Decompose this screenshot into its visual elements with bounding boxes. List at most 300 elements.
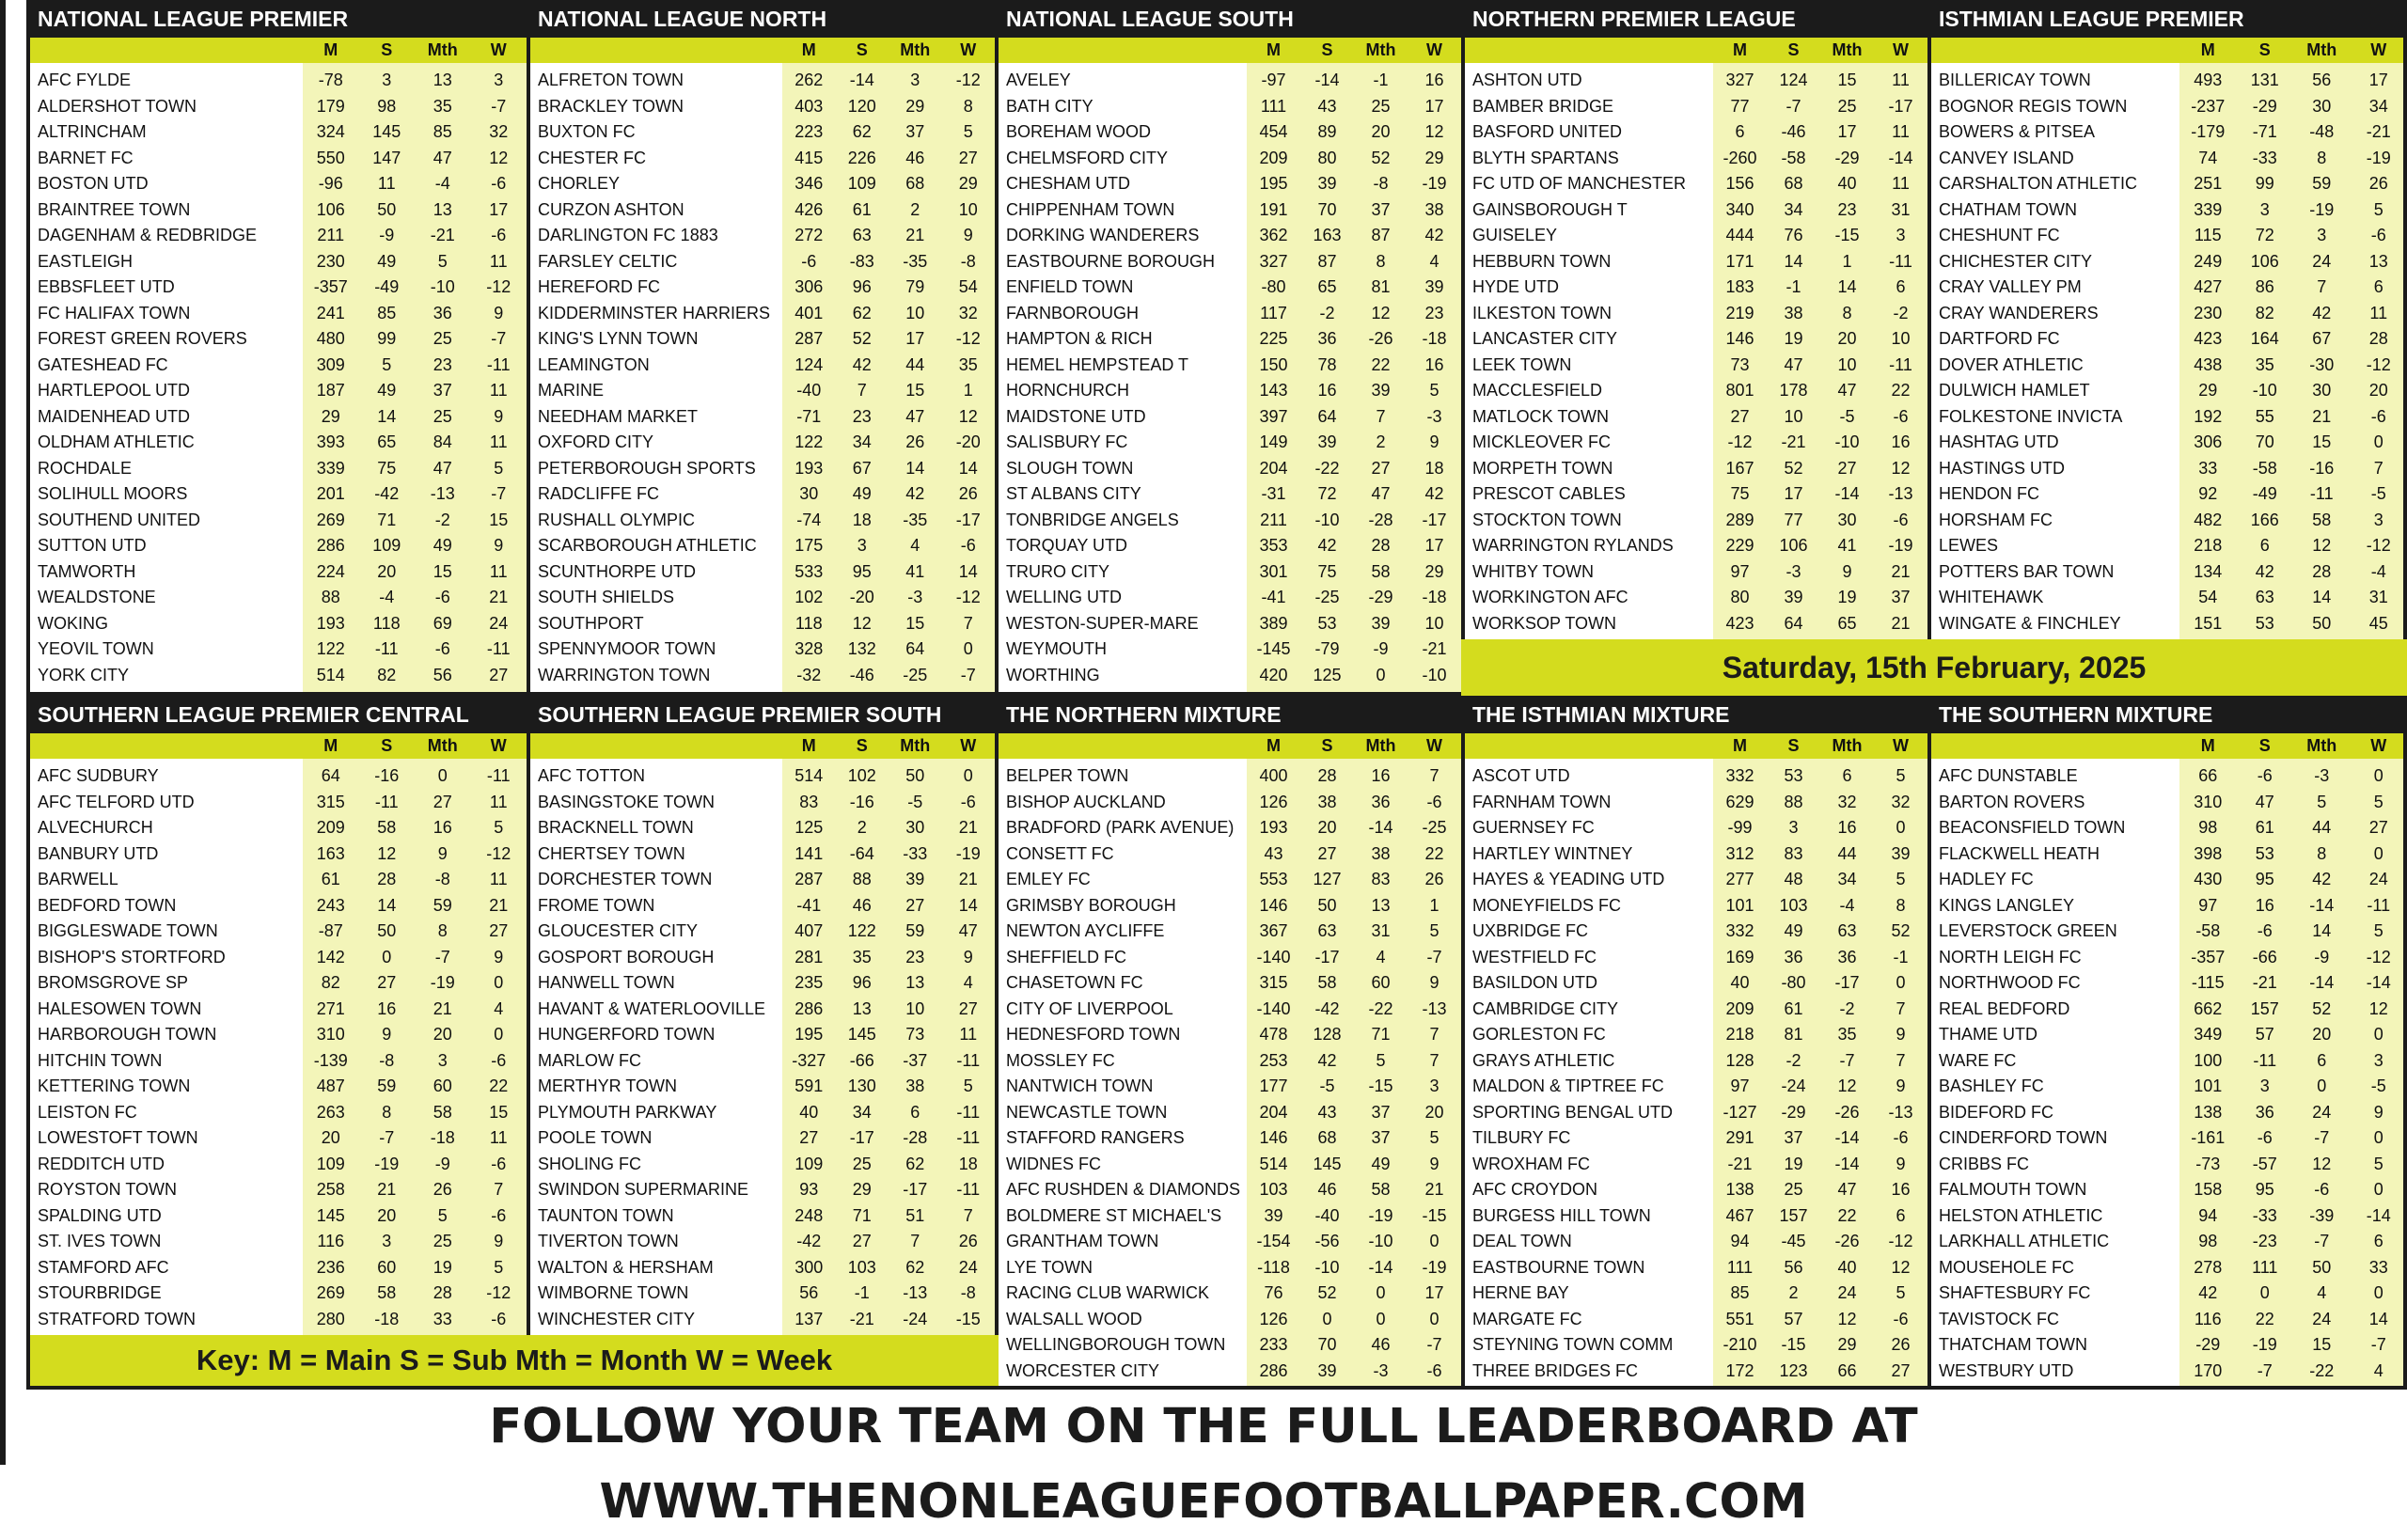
column-header-row [530, 38, 995, 63]
week-score: 15 [471, 1100, 527, 1126]
sub-score: 53 [2237, 611, 2294, 637]
month-score: -14 [1820, 1152, 1874, 1178]
team-name: PRESCOT CABLES [1472, 481, 1626, 508]
week-score: -10 [1408, 663, 1461, 689]
column-header-m: M [1713, 38, 1767, 63]
team-row [30, 1152, 527, 1178]
team-name: MOSSLEY FC [1006, 1048, 1115, 1075]
main-score: 230 [2179, 301, 2237, 327]
team-row [530, 378, 995, 404]
week-score: 24 [2351, 867, 2407, 893]
team-name: BURGESS HILL TOWN [1472, 1203, 1651, 1230]
sub-score: 21 [359, 1177, 416, 1203]
team-name: SCUNTHORPE UTD [538, 559, 696, 586]
team-name: SPENNYMOOR TOWN [538, 636, 716, 663]
main-score: 397 [1247, 404, 1300, 431]
league-panel-southern-league-premier-south [530, 696, 995, 1388]
league-panel-the-northern-mixture [999, 696, 1461, 1388]
team-name: FARNHAM TOWN [1472, 790, 1611, 816]
week-score: 9 [1408, 970, 1461, 997]
week-score: -7 [471, 326, 527, 353]
month-score: 42 [2293, 301, 2351, 327]
main-score: 142 [303, 945, 359, 971]
week-score: -6 [471, 1203, 527, 1230]
month-score: 23 [889, 945, 942, 971]
main-score: 312 [1713, 841, 1767, 868]
team-row [999, 378, 1461, 404]
month-score: 29 [1820, 1332, 1874, 1359]
team-name: LEVERSTOCK GREEN [1939, 919, 2117, 945]
main-score: 74 [2179, 146, 2237, 172]
main-score: -140 [1247, 997, 1300, 1023]
team-row [530, 1152, 995, 1178]
sub-score: -6 [2237, 919, 2294, 945]
month-score: 26 [889, 430, 942, 456]
month-score: 12 [1820, 1074, 1874, 1100]
team-row [1931, 763, 2407, 790]
week-score: 26 [942, 1229, 996, 1255]
week-score: 29 [942, 171, 996, 197]
team-row [30, 841, 527, 868]
team-row [1465, 249, 1927, 275]
team-name: PETERBOROUGH SPORTS [538, 456, 756, 482]
main-score: 27 [782, 1125, 836, 1152]
team-row [1931, 997, 2407, 1023]
column-header-w: W [2351, 733, 2407, 759]
column-header-m: M [1713, 733, 1767, 759]
week-score: 21 [942, 867, 996, 893]
sub-score: -16 [836, 790, 889, 816]
week-score: -20 [942, 430, 996, 456]
team-row [530, 430, 995, 456]
sub-score: -80 [1767, 970, 1820, 997]
sub-score: -58 [2237, 456, 2294, 482]
sub-score: 2 [836, 815, 889, 841]
month-score: 81 [1354, 275, 1408, 301]
main-score: 158 [2179, 1177, 2237, 1203]
team-name: SALISBURY FC [1006, 430, 1127, 456]
main-score: 269 [303, 508, 359, 534]
month-score: -22 [2293, 1359, 2351, 1385]
sub-score: 106 [2237, 249, 2294, 275]
team-row [1931, 559, 2407, 586]
team-row [999, 197, 1461, 224]
main-score: -145 [1247, 636, 1300, 663]
week-score: 7 [1408, 1048, 1461, 1075]
sub-score: -15 [1767, 1332, 1820, 1359]
team-row [999, 867, 1461, 893]
week-score: 31 [2351, 585, 2407, 611]
sub-score: 99 [2237, 171, 2294, 197]
main-score: 328 [782, 636, 836, 663]
main-score: 415 [782, 146, 836, 172]
main-score: 101 [2179, 1074, 2237, 1100]
week-score: 9 [1874, 1074, 1927, 1100]
month-score: 26 [415, 1177, 471, 1203]
sub-score: 58 [1300, 970, 1354, 997]
month-score: 6 [889, 1100, 942, 1126]
week-score: 9 [942, 945, 996, 971]
team-name: EMLEY FC [1006, 867, 1091, 893]
sub-score: -24 [1767, 1074, 1820, 1100]
week-score: 11 [471, 559, 527, 586]
main-score: 177 [1247, 1074, 1300, 1100]
team-row [1931, 223, 2407, 249]
team-name: AFC TOTTON [538, 763, 645, 790]
sub-score: -25 [1300, 585, 1354, 611]
sub-score: 47 [2237, 790, 2294, 816]
main-score: 327 [1713, 68, 1767, 94]
week-score: 9 [471, 1229, 527, 1255]
team-name: MARGATE FC [1472, 1307, 1582, 1333]
week-score: 7 [1874, 997, 1927, 1023]
week-score: 9 [471, 301, 527, 327]
month-score: 20 [1820, 326, 1874, 353]
main-score: 77 [1713, 94, 1767, 120]
week-score: 11 [471, 378, 527, 404]
team-name: PLYMOUTH PARKWAY [538, 1100, 716, 1126]
team-name: FOREST GREEN ROVERS [38, 326, 247, 353]
team-list [30, 763, 527, 1332]
team-row [999, 919, 1461, 945]
team-row [999, 1100, 1461, 1126]
main-score: 43 [1247, 841, 1300, 868]
column-header-w: W [1874, 38, 1927, 63]
team-name: TILBURY FC [1472, 1125, 1570, 1152]
month-score: 16 [415, 815, 471, 841]
team-row [530, 945, 995, 971]
sub-score: 59 [359, 1074, 416, 1100]
main-score: 118 [782, 611, 836, 637]
week-score: -4 [2351, 559, 2407, 586]
main-score: 187 [303, 378, 359, 404]
team-row [1931, 970, 2407, 997]
team-name: HORNCHURCH [1006, 378, 1129, 404]
main-score: 106 [303, 197, 359, 224]
month-score: -11 [2293, 481, 2351, 508]
team-name: AFC SUDBURY [38, 763, 159, 790]
team-name: WOKING [38, 611, 108, 637]
team-name: TIVERTON TOWN [538, 1229, 679, 1255]
month-score: 24 [2293, 249, 2351, 275]
team-row [30, 997, 527, 1023]
main-score: 218 [1713, 1022, 1767, 1048]
team-row [530, 1229, 995, 1255]
main-score: -31 [1247, 481, 1300, 508]
team-row [1465, 430, 1927, 456]
month-score: 41 [889, 559, 942, 586]
week-score: 5 [1408, 919, 1461, 945]
team-row [30, 1125, 527, 1152]
team-name: LEEK TOWN [1472, 353, 1571, 379]
main-score: 146 [1247, 1125, 1300, 1152]
week-score: 5 [2351, 790, 2407, 816]
week-score: 9 [471, 533, 527, 559]
team-row [999, 636, 1461, 663]
sub-score: 83 [1767, 841, 1820, 868]
week-score: 11 [471, 867, 527, 893]
main-score: 514 [303, 663, 359, 689]
month-score: -21 [415, 223, 471, 249]
team-name: OXFORD CITY [538, 430, 653, 456]
team-name: BASHLEY FC [1939, 1074, 2044, 1100]
sub-score: 28 [1300, 763, 1354, 790]
week-score: 27 [942, 146, 996, 172]
team-name: BIDEFORD FC [1939, 1100, 2053, 1126]
week-score: 3 [1408, 1074, 1461, 1100]
month-score: -7 [2293, 1229, 2351, 1255]
sub-score: -17 [836, 1125, 889, 1152]
main-score: 277 [1713, 867, 1767, 893]
sub-score: 36 [1300, 326, 1354, 353]
week-score: -6 [2351, 223, 2407, 249]
month-score: 15 [415, 559, 471, 586]
team-row [999, 326, 1461, 353]
sub-score: 6 [2237, 533, 2294, 559]
week-score: -14 [2351, 1203, 2407, 1230]
main-score: 169 [1713, 945, 1767, 971]
month-score: -1 [1354, 68, 1408, 94]
team-name: LANCASTER CITY [1472, 326, 1617, 353]
team-name: HEREFORD FC [538, 275, 660, 301]
main-score: 286 [1247, 1359, 1300, 1385]
week-score: 33 [2351, 1255, 2407, 1281]
team-name: TONBRIDGE ANGELS [1006, 508, 1179, 534]
sub-score: -6 [2237, 1125, 2294, 1152]
team-name: WESTON-SUPER-MARE [1006, 611, 1199, 637]
month-score: -28 [1354, 508, 1408, 534]
team-row [999, 301, 1461, 327]
month-score: -14 [1354, 1255, 1408, 1281]
month-score: 12 [2293, 533, 2351, 559]
team-row [1931, 1125, 2407, 1152]
team-row [1465, 378, 1927, 404]
month-score: -2 [1820, 997, 1874, 1023]
main-score: 493 [2179, 68, 2237, 94]
sub-score: 62 [836, 301, 889, 327]
date-banner: Saturday, 15th February, 2025 [1461, 639, 2407, 696]
team-row [30, 663, 527, 689]
team-name: AVELEY [1006, 68, 1071, 94]
week-score: 6 [1874, 1203, 1927, 1230]
sub-score: 226 [836, 146, 889, 172]
team-row [530, 636, 995, 663]
week-score: -11 [942, 1100, 996, 1126]
month-score: 27 [889, 893, 942, 919]
team-row [999, 970, 1461, 997]
sub-score: 35 [2237, 353, 2294, 379]
sub-score: -14 [836, 68, 889, 94]
team-name: NORTHWOOD FC [1939, 970, 2081, 997]
month-score: 10 [889, 301, 942, 327]
month-score: 30 [889, 815, 942, 841]
week-score: 0 [1408, 1229, 1461, 1255]
team-list [1931, 68, 2407, 636]
sub-score: 86 [2237, 275, 2294, 301]
month-score: 13 [415, 197, 471, 224]
team-name: WEALDSTONE [38, 585, 156, 611]
sub-score: -56 [1300, 1229, 1354, 1255]
month-score: 15 [889, 378, 942, 404]
month-score: 85 [415, 119, 471, 146]
main-score: -6 [782, 249, 836, 275]
team-row [999, 533, 1461, 559]
team-name: YEOVIL TOWN [38, 636, 154, 663]
team-list [30, 68, 527, 688]
team-name: REAL BEDFORD [1939, 997, 2069, 1023]
team-row [999, 1022, 1461, 1048]
team-name: HADLEY FC [1939, 867, 2034, 893]
month-score: 14 [2293, 585, 2351, 611]
team-row [999, 119, 1461, 146]
month-score: 30 [1820, 508, 1874, 534]
team-name: BIGGLESWADE TOWN [38, 919, 218, 945]
week-score: 32 [471, 119, 527, 146]
team-row [1931, 119, 2407, 146]
team-name: SUTTON UTD [38, 533, 147, 559]
sub-score: 102 [836, 763, 889, 790]
week-score: 5 [1874, 1281, 1927, 1307]
team-row [1465, 1125, 1927, 1152]
main-score: 241 [303, 301, 359, 327]
week-score: -15 [942, 1307, 996, 1333]
week-score: 0 [2351, 430, 2407, 456]
week-score: 5 [471, 1255, 527, 1281]
league-title: NORTHERN PREMIER LEAGUE [1465, 0, 1927, 38]
sub-score: -29 [2237, 94, 2294, 120]
team-row [999, 1332, 1461, 1359]
team-name: TORQUAY UTD [1006, 533, 1127, 559]
week-score: 11 [2351, 301, 2407, 327]
month-score: 17 [1820, 119, 1874, 146]
team-row [530, 326, 995, 353]
week-score: 0 [1874, 970, 1927, 997]
month-score: 44 [2293, 815, 2351, 841]
team-name: KIDDERMINSTER HARRIERS [538, 301, 770, 327]
week-score: -7 [471, 481, 527, 508]
main-score: 229 [1713, 533, 1767, 559]
month-score: -33 [889, 841, 942, 868]
sub-score: 122 [836, 919, 889, 945]
column-header-mth: Mth [889, 733, 942, 759]
main-score: 100 [2179, 1048, 2237, 1075]
team-row [1931, 197, 2407, 224]
week-score: -7 [471, 94, 527, 120]
sub-score: 35 [836, 945, 889, 971]
week-score: -6 [471, 171, 527, 197]
team-row [30, 249, 527, 275]
sub-score: -6 [2237, 763, 2294, 790]
sub-score: 57 [1767, 1307, 1820, 1333]
month-score: 58 [415, 1100, 471, 1126]
team-row [1465, 1177, 1927, 1203]
team-row [1931, 790, 2407, 816]
sub-score: 19 [1767, 326, 1820, 353]
team-name: CHESHUNT FC [1939, 223, 2060, 249]
team-name: GOSPORT BOROUGH [538, 945, 714, 971]
column-header-mth: Mth [2293, 733, 2351, 759]
sub-score: -58 [1767, 146, 1820, 172]
sub-score: 145 [836, 1022, 889, 1048]
team-name: LEWES [1939, 533, 1998, 559]
main-score: 76 [1247, 1281, 1300, 1307]
sub-score: 20 [359, 1203, 416, 1230]
month-score: 47 [1354, 481, 1408, 508]
week-score: 17 [1408, 533, 1461, 559]
sub-score: -83 [836, 249, 889, 275]
week-score: 21 [1408, 1177, 1461, 1203]
team-row [1931, 1229, 2407, 1255]
month-score: 79 [889, 275, 942, 301]
week-score: 20 [2351, 378, 2407, 404]
month-score: 62 [889, 1255, 942, 1281]
month-score: 27 [1820, 456, 1874, 482]
team-name: BASILDON UTD [1472, 970, 1597, 997]
sub-score: -2 [1767, 1048, 1820, 1075]
team-name: BOLDMERE ST MICHAEL'S [1006, 1203, 1221, 1230]
month-score: 16 [1354, 763, 1408, 790]
main-score: 286 [782, 997, 836, 1023]
week-score: -7 [2351, 1332, 2407, 1359]
month-score: 44 [1820, 841, 1874, 868]
team-name: SHAFTESBURY FC [1939, 1281, 2090, 1307]
column-header-s: S [1767, 38, 1820, 63]
main-score: 143 [1247, 378, 1300, 404]
team-row [1931, 481, 2407, 508]
column-header-row [530, 733, 995, 759]
month-score: 15 [889, 611, 942, 637]
team-name: DARTFORD FC [1939, 326, 2060, 353]
week-score: 1 [1408, 893, 1461, 919]
sub-score: 130 [836, 1074, 889, 1100]
team-row [530, 1048, 995, 1075]
league-panel-national-league-south [999, 0, 1461, 692]
team-row [1931, 404, 2407, 431]
main-score: 171 [1713, 249, 1767, 275]
month-score: 2 [889, 197, 942, 224]
team-row [1931, 249, 2407, 275]
month-score: 84 [415, 430, 471, 456]
week-score: -12 [2351, 945, 2407, 971]
team-name: MAIDENHEAD UTD [38, 404, 190, 431]
month-score: 69 [415, 611, 471, 637]
main-score: -21 [1713, 1152, 1767, 1178]
team-row [530, 249, 995, 275]
main-score: 251 [2179, 171, 2237, 197]
main-score: 339 [303, 456, 359, 482]
team-name: KETTERING TOWN [38, 1074, 190, 1100]
team-name: ALDERSHOT TOWN [38, 94, 197, 120]
team-row [530, 1255, 995, 1281]
main-score: 117 [1247, 301, 1300, 327]
sub-score: 50 [359, 919, 416, 945]
sub-score: -45 [1767, 1229, 1820, 1255]
week-score: -8 [942, 249, 996, 275]
main-score: 514 [1247, 1152, 1300, 1178]
team-row [1931, 919, 2407, 945]
month-score: 40 [1820, 1255, 1874, 1281]
sub-score: 13 [836, 997, 889, 1023]
sub-score: 95 [2237, 867, 2294, 893]
column-header-m: M [1247, 733, 1300, 759]
month-score: 14 [1820, 275, 1874, 301]
week-score: 12 [471, 146, 527, 172]
team-row [1465, 197, 1927, 224]
main-score: 111 [1713, 1255, 1767, 1281]
team-name: ALTRINCHAM [38, 119, 147, 146]
sub-score: 123 [1767, 1359, 1820, 1385]
main-score: 332 [1713, 763, 1767, 790]
